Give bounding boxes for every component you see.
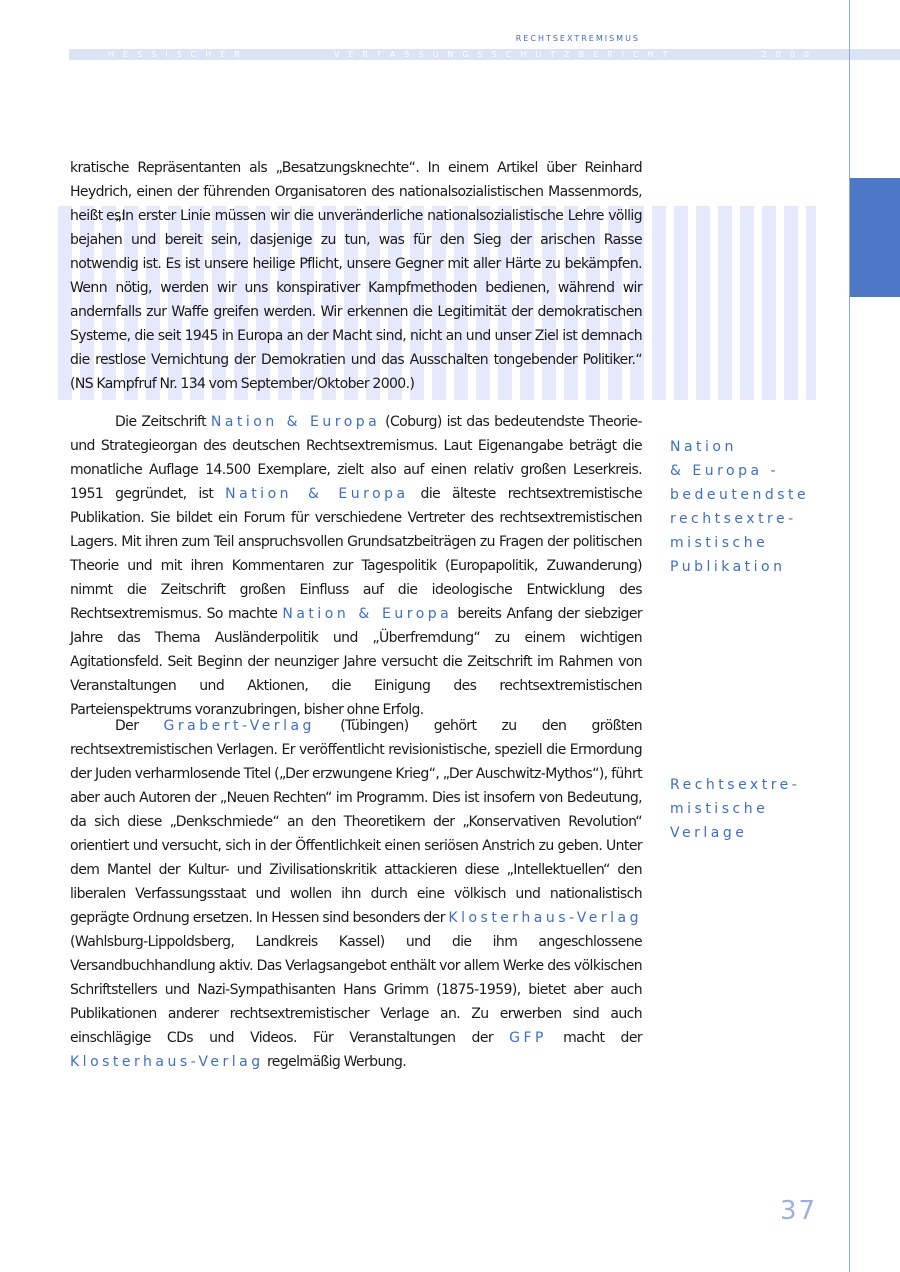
paragraph-1-text xyxy=(70,410,642,722)
p2-text-3: (Wahlsburg-Lippoldsberg, Landkreis Kassel) und die ihm angeschlossene Versandbuchhandlung aktiv. Das Verlagsangebot enthält vor allem Werke des völkischen Schriftstellers und Nazi-Sympathisanten Hans Grimm (1875-1959), bietet aber auch Publikationen anderer rechtsextremistischer Verlage an. Zu erwerben sind auch einschlägige CDs und Videos. Für Veranstaltungen der xyxy=(70,934,642,1046)
page-number: 37 xyxy=(780,1196,818,1226)
p2-text-2: (Tübingen) gehört zu den größten rechtsextremistischen Verlagen. Er veröffentlicht revisionistische, speziell die Ermordung der Juden verharmlosende Titel („Der erzwungene Krieg“, „Der Auschwitz-Mythos“), führt aber auch Autoren der „Neuen Rechten“ im Programm. Dies ist insofern von Bedeutung, da sich diese „Denkschmiede“ an den Theoretikern der „Konservativen Revolution“ orientiert und versucht, sich in der Öffentlichkeit einen seriösen Anstrich zu geben. Unter dem Mantel der Kultur- und Zivilisationskritik attackieren diese „Intellektuellen“ den liberalen Verfassungsstaat und wollen ihn durch eine völkisch und nationalistisch geprägte Ordnung ersetzen. In Hessen sind besonders der xyxy=(70,718,643,926)
note2-line-1: Rechtsextre- xyxy=(670,777,801,793)
p1-highlight-1: Nation & Europa xyxy=(210,414,381,430)
p1-text-4: bereits Anfang der siebziger Jahre das Thema Ausländerpolitik und „Überfremdung“ zu einem wichtigen Agitationsfeld. Seit Beginn der neunziger Jahre versucht die Zeitschrift im Rahmen von Veranstaltungen und Aktionen, die Einigung des rechtsextremistischen Parteienspektrums voranzubringen, bisher ohne Erfolg. xyxy=(70,606,643,718)
margin-note-verlage xyxy=(670,773,840,845)
paragraph-2-text xyxy=(70,714,642,1074)
p2-highlight-4: Klosterhaus-Verlag xyxy=(70,1054,264,1070)
chapter-tab-marker xyxy=(850,178,900,297)
header-word-2: VERFASSUNGSSCHUTZBERICHT xyxy=(333,50,677,59)
note2-line-3: Verlage xyxy=(670,825,748,841)
note1-line-3: bedeutendste xyxy=(670,487,810,503)
p1-highlight-3: Nation & Europa xyxy=(282,606,453,622)
p1-text-3: die älteste rechtsextremistische Publikation. Sie bildet ein Forum für verschiedene Vertreter des rechtsextremistischen Lagers. Mit ihren zum Teil anspruchsvollen Grundsatzbeiträgen zu Fragen der politischen Theorie und mit ihren Kommentaren zur Tagespolitik (Europapolitik, Zuwanderung) nimmt die Zeitschrift großen Einfluss auf die ideologische Entwicklung des Rechtsextremismus. So machte xyxy=(70,486,642,622)
note1-line-6: Publikation xyxy=(670,559,786,575)
note1-line-1: Nation xyxy=(670,439,737,455)
p2-highlight-1: Grabert-Verlag xyxy=(163,718,315,734)
block-quote xyxy=(70,204,642,396)
paragraph-nation-europa xyxy=(70,410,642,722)
p1-text-1: Die Zeitschrift xyxy=(115,414,211,430)
header-band-extension xyxy=(814,49,900,60)
p2-text-4: macht der xyxy=(546,1030,642,1046)
header-word-3: 2000 xyxy=(761,50,818,59)
note1-line-2: & Europa - xyxy=(670,463,780,479)
p2-text-1: Der xyxy=(115,718,164,734)
margin-note-nation-europa xyxy=(670,435,840,579)
paragraph-verlage xyxy=(70,714,642,1074)
p1-highlight-2: Nation & Europa xyxy=(225,486,409,502)
p1-text-2: (Coburg) ist das bedeutendste Theorie- und Strategieorgan des deutschen Rechtsextremismus. Laut Eigenangabe beträgt die monatliche Auflage 14.500 Exemplare, zielt also auf einen relativ großen Leserkreis. 1951 gegründet, ist xyxy=(70,414,642,502)
note2-line-2: mistische xyxy=(670,801,769,817)
note1-line-4: rechtsextre- xyxy=(670,511,797,527)
p2-text-5: regelmäßig Werbung. xyxy=(263,1054,407,1070)
header-word-1: HESSISCHER xyxy=(108,50,249,59)
intro-text: kratische Repräsentanten als „Besatzungsknechte“. In einem Artikel über Reinhard Heydrich, einen der führenden Organisatoren des nationalsozialistischen Massenmords, heißt es: xyxy=(70,160,642,224)
note1-line-5: mistische xyxy=(670,535,769,551)
quote-text: „In erster Linie müssen wir die unveränderliche nationalsozialistische Lehre völlig bejahen und bereit sein, dasjenige zu tun, was für den Sieg der arischen Rasse notwendig ist. Es ist unsere heilige Pflicht, unsere Gegner mit aller Härte zu bekämpfen. Wenn nötig, werden wir uns konspirativer Kampfmethoden bedienen, während wir andernfalls zur Waffe greifen werden. Wir erkennen die Legitimität der demokratischen Systeme, die seit 1945 in Europa an der Macht sind, nicht an und unser Ziel ist demnach die restlose Vernichtung der Demokratien und das Ausschalten tongebender Politiker.“ (NS Kampfruf Nr. 134 vom September/Oktober 2000.) xyxy=(70,208,642,392)
running-header-subtitle xyxy=(108,50,818,60)
p2-highlight-2: Klosterhaus-Verlag xyxy=(448,910,642,926)
running-header-section: RECHTSEXTREMISMUS xyxy=(515,34,640,43)
p2-highlight-3: GFP xyxy=(509,1030,547,1046)
